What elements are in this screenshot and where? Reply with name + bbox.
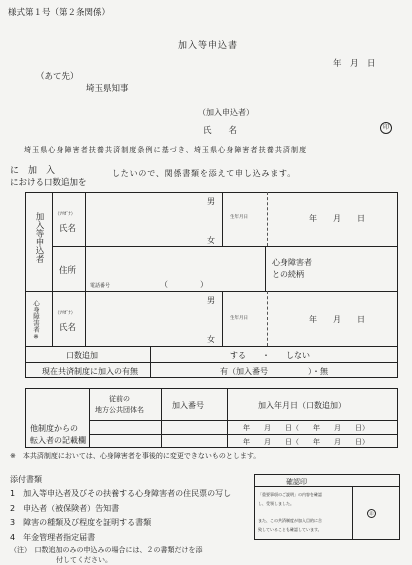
current-membership-label: 現在共済制度に加入の有無 xyxy=(42,367,138,376)
disabled-male-label: 男 xyxy=(207,296,215,305)
seal-mark: 印 xyxy=(380,122,392,134)
addressee-label: （あて先） xyxy=(36,72,79,82)
applicant-section-label: 加入等申込者 xyxy=(34,212,44,263)
attachments-note-2: 付してください。 xyxy=(56,556,112,564)
disabled-furigana-label: （ﾌﾘｶﾞﾅ） xyxy=(55,311,76,316)
furigana-label: （ﾌﾘｶﾞﾅ） xyxy=(55,212,76,217)
confirmation-line-2: し、受領しました。 xyxy=(258,501,294,506)
confirmation-line-4: 致していることも確認しています。 xyxy=(258,527,322,532)
relation-label: 心身障害者 との続柄 xyxy=(272,258,312,279)
member-number-header: 加入番号 xyxy=(172,401,204,410)
join-date-header: 加入年月日（口数追加） xyxy=(258,401,346,410)
attachments-heading: 添付書類 xyxy=(10,475,42,484)
form-title: 加入等申込書 xyxy=(178,41,239,51)
disabled-name-label: 氏名 xyxy=(59,323,77,333)
attachment-item-4: 4 年金管理者指定届書 xyxy=(10,533,96,542)
disabled-section-text: 心身障害者 xyxy=(32,300,40,333)
disabled-birth-date-field: 年 月 日 xyxy=(309,315,365,324)
units-value: する ・ しない xyxy=(230,351,310,360)
disabled-section-mark: ※ xyxy=(32,332,40,341)
intro-line1: 埼玉県心身障害者扶養共済制度条例に基づき、埼玉県心身障害者扶養共済制度 xyxy=(24,146,308,154)
intro-line2-option1: に 加 入 xyxy=(10,166,56,176)
intro-line2-option2: における口数追加を xyxy=(10,178,87,188)
confirmation-seal: 印 xyxy=(367,509,376,518)
addressee: 埼玉県知事 xyxy=(86,84,129,94)
confirmation-title: 確認印 xyxy=(286,478,307,486)
applicant-name-label: 氏 名 xyxy=(203,126,238,136)
note-text: ※ 本共済制度においては、心身障害者を事後的に変更できないものとします。 xyxy=(10,452,261,460)
transfer-date-row2: 年 月 日（ 年 月 日） xyxy=(243,438,369,446)
units-label: 口数追加 xyxy=(66,351,98,360)
intro-line2b: したいので、関係書類を添えて申し込みます。 xyxy=(112,169,296,178)
birth-date-field: 年 月 日 xyxy=(309,214,365,223)
phone-paren: （ ） xyxy=(160,280,208,289)
disabled-female-label: 女 xyxy=(207,335,215,344)
attachment-item-1: 1 加入等申込者及びその扶養する心身障害者の住民票の写し xyxy=(10,489,232,498)
application-date: 年 月 日 xyxy=(333,59,376,69)
attachments-note-1: （注） 口数追加のみの申込みの場合には、２の書類だけを添 xyxy=(10,546,203,554)
phone-label: 電話番号 xyxy=(90,283,111,289)
female-label: 女 xyxy=(207,236,215,245)
attachment-item-3: 3 障害の種類及び程度を証明する書類 xyxy=(10,518,152,527)
attachment-item-2: 2 申込者（被保険者）告知書 xyxy=(10,504,120,513)
disabled-section-label xyxy=(32,300,41,341)
applicant-label: （加入申込者） xyxy=(198,108,254,117)
address-label: 住所 xyxy=(59,266,77,276)
prev-org-header: 従前の 地方公共団体名 xyxy=(95,395,144,414)
transfer-row-label: 他制度からの 転入者の記載欄 xyxy=(30,424,86,445)
disabled-birth-date-label: 生年月日 xyxy=(230,316,248,321)
confirmation-line-3: また、この共済制度が加入目的に合 xyxy=(258,518,322,523)
name-label: 氏名 xyxy=(59,224,77,234)
current-membership-value: 有（加入番号 ）・無 xyxy=(220,367,328,376)
confirmation-line-1: 「重要事項のご説明」の内容を確認 xyxy=(258,492,322,497)
transfer-date-row1: 年 月 日（ 年 月 日） xyxy=(243,424,369,432)
form-number: 様式第１号（第２条関係） xyxy=(8,8,111,18)
birth-date-label: 生年月日 xyxy=(230,215,248,220)
male-label: 男 xyxy=(207,197,215,206)
